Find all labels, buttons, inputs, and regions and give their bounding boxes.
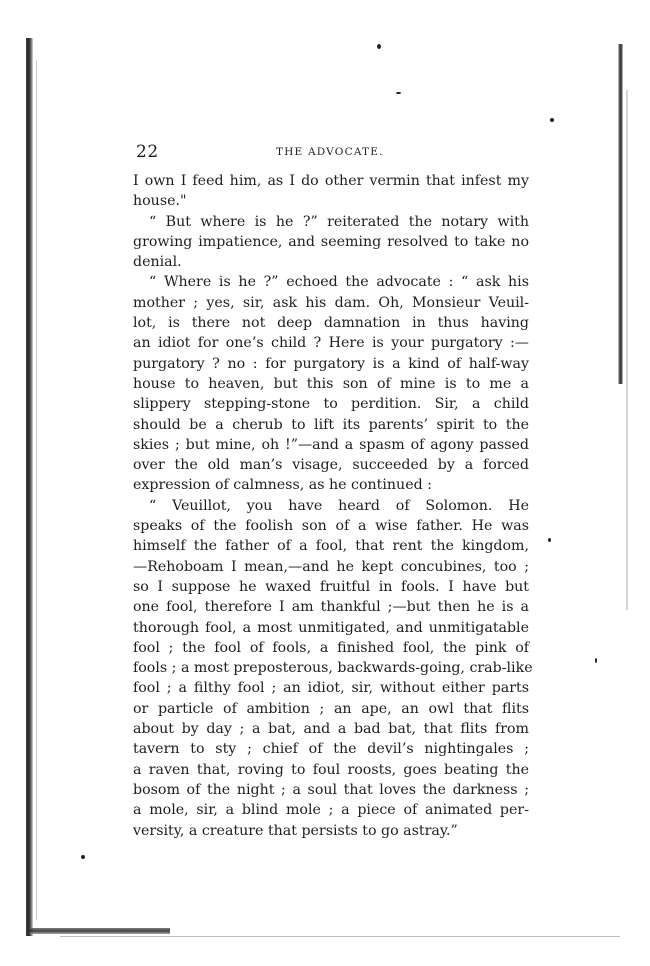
text-line: “ But where is he ?” reiterated the notary with [149, 213, 529, 230]
text-line: growing impatience, and seeming resolved to take no [133, 233, 529, 250]
page-bottom-edge [60, 936, 620, 937]
page-binding-edge-left [26, 38, 33, 936]
text-line: expression of calmness, as he continued : [133, 477, 432, 494]
text-line: thorough fool, a most unmitigated, and unmitigatable [133, 619, 529, 636]
text-line: mother ; yes, sir, ask his dam. Oh, Monsieur Veuil- [133, 294, 529, 311]
text-line: so I suppose he waxed fruitful in fools. I have but [133, 578, 529, 595]
ink-speck [548, 538, 551, 542]
page-edge-right-shadow [626, 90, 628, 610]
text-line: a raven that, roving to foul roosts, goes beating the [133, 761, 529, 778]
ink-speck [396, 92, 401, 94]
ink-speck [81, 855, 85, 859]
text-line: versity, a creature that persists to go astray.” [133, 822, 458, 839]
page-edge-right [618, 44, 623, 384]
page-binding-edge-bottom [30, 928, 170, 934]
text-line: house to heaven, but this son of mine is to me a [133, 375, 529, 392]
page-header [136, 142, 528, 162]
text-line: I own I feed him, as I do other vermin that infest my [133, 173, 529, 189]
text-line: “ Where is he ?” echoed the advocate : “ ask his [149, 274, 529, 291]
text-line: fool ; a filthy fool ; an idiot, sir, without either parts [133, 680, 529, 697]
ink-speck [377, 44, 381, 49]
text-line: slippery stepping-stone to perdition. Sir, a child [133, 396, 529, 413]
text-line: lot, is there not deep damnation in thus having [133, 315, 529, 332]
text-line: fools ; a most preposterous, backwards-going, crab-like [133, 660, 533, 677]
text-line: a mole, sir, a blind mole ; a piece of animated per- [133, 802, 529, 819]
text-line: an idiot for one’s child ? Here is your purgatory :— [133, 335, 529, 352]
text-line: should be a cherub to lift its parents’ spirit to the [133, 416, 529, 433]
body-text [133, 171, 533, 841]
page-edge-shadow [36, 60, 37, 920]
text-line: fool ; the fool of fools, a finished fool, the pink of [133, 639, 529, 656]
text-line: house." [133, 193, 187, 210]
ink-speck [550, 118, 554, 122]
text-line: skies ; but mine, oh !”—and a spasm of agony passed [133, 436, 529, 453]
text-line: tavern to sty ; chief of the devil’s nightingales ; [133, 741, 529, 758]
text-line: about by day ; a bat, and a bad bat, that flits from [133, 721, 529, 738]
text-line: “ Veuillot, you have heard of Solomon. He [149, 497, 529, 514]
text-line: bosom of the night ; a soul that loves the darkness ; [133, 781, 529, 798]
ink-speck [595, 658, 597, 663]
text-line: over the old man’s visage, succeeded by a forced [133, 457, 529, 474]
text-line: or particle of ambition ; an ape, an owl that flits [133, 700, 529, 717]
text-line: himself the father of a fool, that rent the kingdom, [133, 538, 529, 555]
text-line: —Rehoboam I mean,—and he kept concubines, too ; [133, 558, 529, 575]
text-line: one fool, therefore I am thankful ;—but then he is a [133, 599, 529, 616]
text-line: purgatory ? no : for purgatory is a kind of half-way [133, 355, 529, 372]
page-number: 22 [136, 142, 159, 162]
text-line: speaks of the foolish son of a wise father. He was [133, 518, 529, 535]
text-line: denial. [133, 254, 182, 271]
running-head: THE ADVOCATE. [276, 146, 384, 158]
